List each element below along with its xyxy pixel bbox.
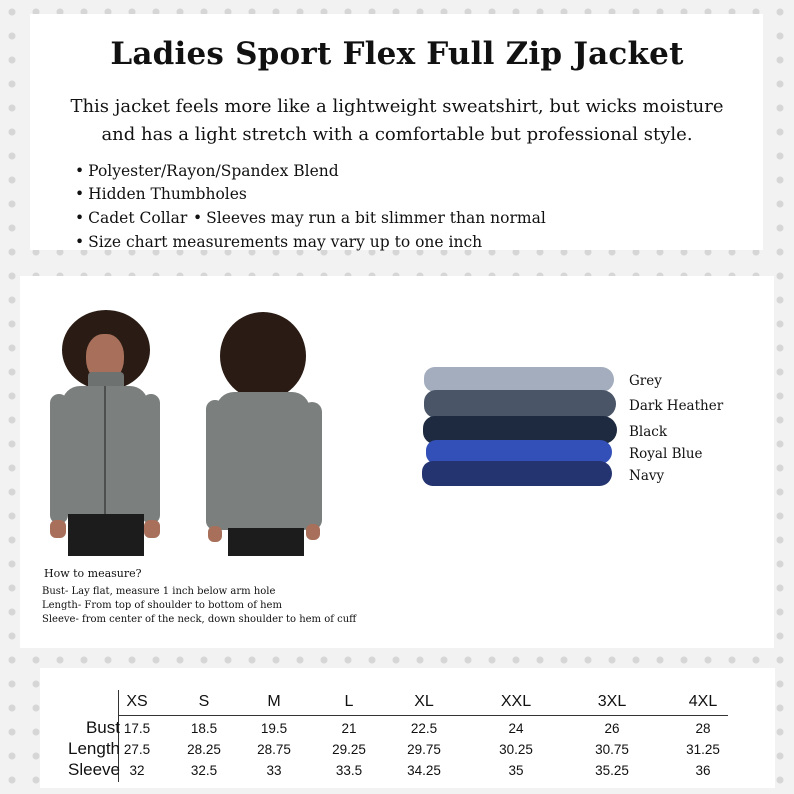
table-cell: 34.25	[407, 763, 441, 778]
bullet-sleeves	[193, 208, 546, 228]
table-cell: 18.5	[190, 721, 218, 736]
table-cell: 29.25	[332, 742, 366, 757]
table-cell: 33	[266, 763, 282, 778]
bullet-mark: •	[75, 185, 85, 203]
description-line-2: and has a light stretch with a comfortable but professional style.	[101, 124, 693, 145]
bullet-fabric	[75, 161, 339, 181]
description-line-1: This jacket feels more like a lightweight sweatshirt, but wicks moisture	[70, 96, 724, 117]
bullet-thumbholes	[75, 184, 247, 204]
row-label-length: Length	[68, 739, 120, 758]
bullet-mark: •	[75, 209, 85, 227]
bullet-mark: •	[75, 233, 85, 251]
row-label-sleeve: Sleeve	[68, 760, 120, 779]
page-title: Ladies Sport Flex Full Zip Jacket	[110, 36, 684, 72]
size-header: 4XL	[688, 693, 718, 710]
model-back-image	[206, 310, 336, 558]
table-cell: 26	[604, 721, 620, 736]
table-cell: 19.5	[260, 721, 288, 736]
color-label-black: Black	[629, 424, 668, 440]
bullet-text: Sleeves may run a bit slimmer than normal	[206, 209, 546, 227]
size-header: XXL	[500, 693, 532, 710]
bullet-mark: •	[75, 162, 85, 180]
fold-dark-heather	[424, 390, 616, 418]
size-header: 3XL	[597, 693, 627, 710]
table-cell: 29.75	[407, 742, 441, 757]
table-cell: 21	[341, 721, 357, 736]
table-cell: 36	[695, 763, 711, 778]
model-front-image	[48, 308, 168, 558]
table-cell: 32.5	[190, 763, 218, 778]
bullet-mark: •	[193, 209, 203, 227]
bullet-text: Polyester/Rayon/Spandex Blend	[88, 162, 339, 180]
size-header: L	[344, 693, 354, 710]
table-cell: 30.75	[595, 742, 629, 757]
size-header: M	[267, 693, 281, 710]
color-label-royal-blue: Royal Blue	[629, 446, 703, 462]
table-cell: 27.5	[123, 742, 151, 757]
color-label-dark-heather: Dark Heather	[629, 398, 724, 414]
table-cell: 24	[508, 721, 524, 736]
bullet-text: Size chart measurements may vary up to one inch	[88, 233, 483, 251]
measure-length: Length- From top of shoulder to bottom of hem	[42, 600, 282, 611]
measure-heading: How to measure?	[44, 567, 142, 580]
row-label-bust: Bust	[85, 718, 120, 737]
table-cell: 33.5	[335, 763, 363, 778]
size-header: S	[198, 693, 210, 710]
table-cell: 35.25	[595, 763, 629, 778]
product-description	[60, 93, 734, 149]
bullet-size-note	[75, 232, 482, 252]
table-cell: 17.5	[123, 721, 151, 736]
bullet-collar	[75, 208, 187, 228]
table-cell: 28.75	[257, 742, 291, 757]
table-cell: 35	[508, 763, 524, 778]
color-label-grey: Grey	[629, 373, 662, 389]
fold-grey	[424, 367, 614, 392]
table-cell: 31.25	[686, 742, 720, 757]
table-cell: 30.25	[499, 742, 533, 757]
bullet-text: Hidden Thumbholes	[88, 185, 247, 203]
table-cell: 22.5	[410, 721, 438, 736]
size-header: XL	[414, 693, 434, 710]
table-cell: 28	[695, 721, 711, 736]
table-divider-horizontal	[118, 715, 728, 716]
fold-navy	[422, 461, 612, 486]
color-label-navy: Navy	[629, 468, 665, 484]
size-header: XS	[126, 693, 148, 710]
table-cell: 28.25	[187, 742, 221, 757]
measure-bust: Bust- Lay flat, measure 1 inch below arm hole	[42, 586, 276, 597]
bullet-text: Cadet Collar	[88, 209, 188, 227]
measure-sleeve: Sleeve- from center of the neck, down shoulder to hem of cuff	[42, 614, 357, 625]
table-cell: 32	[129, 763, 145, 778]
